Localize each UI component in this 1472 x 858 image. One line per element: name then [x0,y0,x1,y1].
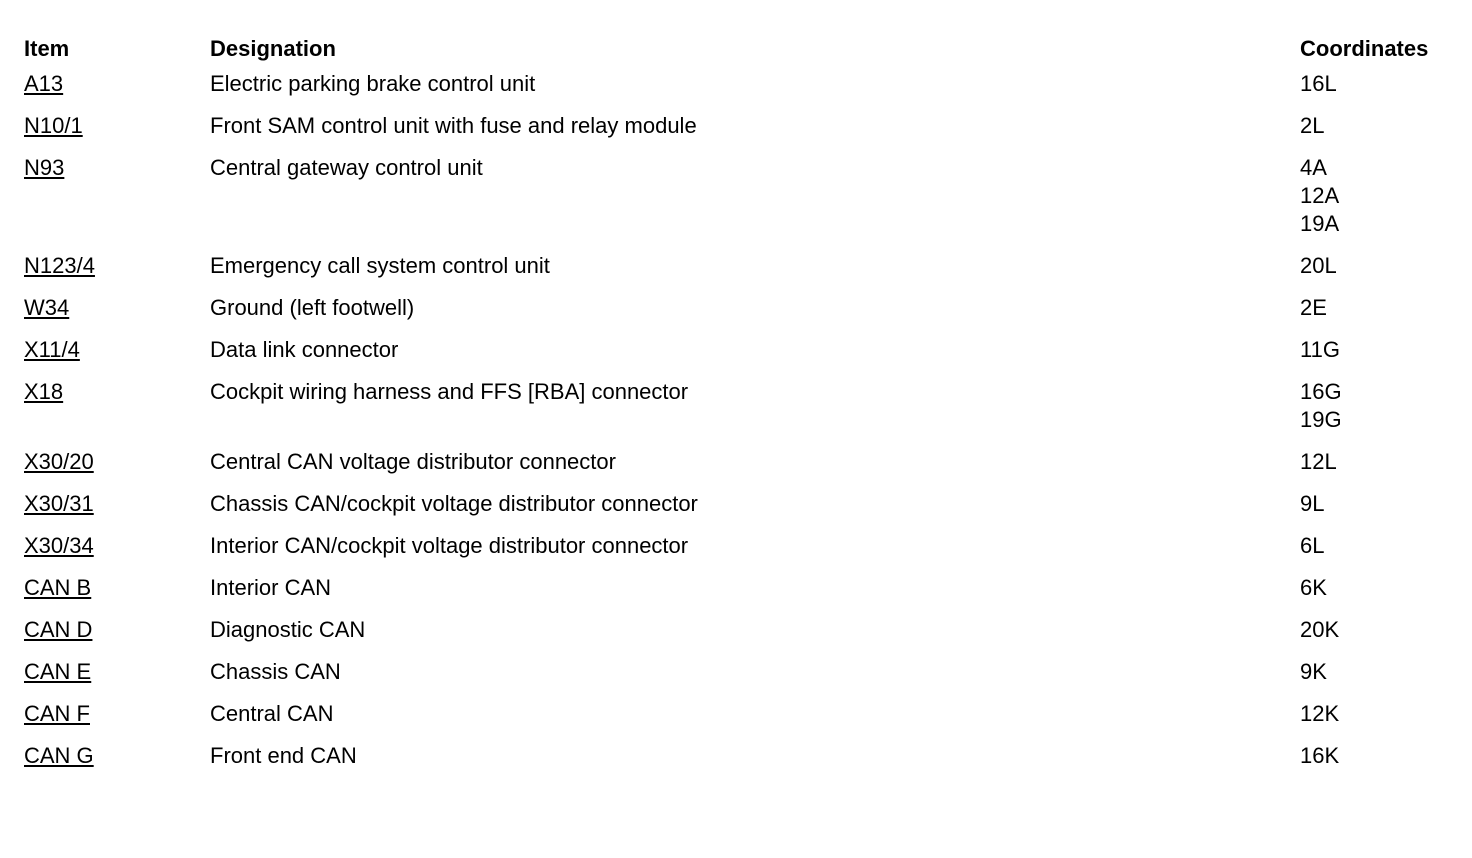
header-designation: Designation [210,36,336,61]
coordinates-cell [1300,70,1464,112]
coordinates-cell [1300,616,1464,658]
designation-cell: Central CAN voltage distributor connector [210,449,616,474]
table-row [24,112,1464,154]
item-link[interactable]: N93 [24,155,65,180]
designation-cell: Cockpit wiring harness and FFS [RBA] connector [210,379,689,404]
item-cell [24,658,210,700]
item-link[interactable]: CAN G [24,743,94,768]
coordinate-value: 12K [1300,701,1340,726]
item-link[interactable]: A13 [24,71,64,96]
item-link[interactable]: X30/34 [24,533,94,558]
header-coordinates: Coordinates [1300,36,1429,61]
coordinate-value: 20L [1300,253,1337,278]
table-header-row [24,36,1464,70]
item-link[interactable]: CAN F [24,701,90,726]
table-row [24,658,1464,700]
designation-cell: Interior CAN [210,575,332,600]
item-cell [24,742,210,784]
coordinate-value: 19A [1300,211,1340,236]
coordinates-cell [1300,252,1464,294]
table-row [24,378,1464,448]
coordinates-cell [1300,490,1464,532]
coordinate-value: 4A [1300,155,1327,180]
item-link[interactable]: CAN D [24,617,93,642]
coordinate-value: 16G [1300,379,1342,404]
item-cell [24,154,210,252]
designation-cell: Chassis CAN [210,659,341,684]
designation-cell: Front end CAN [210,743,357,768]
item-cell [24,574,210,616]
coordinates-cell [1300,154,1464,252]
designation-cell: Central CAN [210,701,334,726]
coordinates-cell [1300,294,1464,336]
coordinates-cell [1300,658,1464,700]
item-cell [24,490,210,532]
item-cell [24,532,210,574]
table-row [24,448,1464,490]
coordinates-cell [1300,448,1464,490]
item-link[interactable]: N10/1 [24,113,83,138]
item-link[interactable]: CAN E [24,659,92,684]
item-link[interactable]: X30/31 [24,491,94,516]
table-row [24,154,1464,252]
coordinates-cell [1300,700,1464,742]
component-legend-table [24,36,1464,784]
designation-cell: Front SAM control unit with fuse and relay module [210,113,697,138]
table-row [24,70,1464,112]
designation-cell: Emergency call system control unit [210,253,550,278]
table-row [24,574,1464,616]
item-link[interactable]: X11/4 [24,337,80,362]
item-cell [24,112,210,154]
item-cell [24,616,210,658]
item-cell [24,294,210,336]
table-row [24,490,1464,532]
designation-cell: Ground (left footwell) [210,295,415,320]
coordinate-value: 6L [1300,533,1325,558]
designation-cell: Data link connector [210,337,399,362]
coordinate-value: 9K [1300,659,1327,684]
item-cell [24,70,210,112]
table-body [24,70,1464,784]
item-cell [24,336,210,378]
table-row [24,700,1464,742]
coordinates-cell [1300,742,1464,784]
coordinate-value: 2E [1300,295,1327,320]
designation-cell: Central gateway control unit [210,155,483,180]
designation-cell: Diagnostic CAN [210,617,366,642]
table-row [24,532,1464,574]
coordinates-cell [1300,112,1464,154]
coordinate-value: 20K [1300,617,1340,642]
table-row [24,336,1464,378]
header-item: Item [24,36,70,61]
item-cell [24,252,210,294]
coordinates-cell [1300,532,1464,574]
designation-cell: Electric parking brake control unit [210,71,536,96]
table-row [24,742,1464,784]
table-row [24,294,1464,336]
designation-cell: Interior CAN/cockpit voltage distributor connector [210,533,689,558]
item-cell [24,700,210,742]
item-cell [24,448,210,490]
coordinate-value: 9L [1300,491,1325,516]
item-link[interactable]: CAN B [24,575,92,600]
designation-cell: Chassis CAN/cockpit voltage distributor connector [210,491,698,516]
item-cell [24,378,210,448]
coordinate-value: 19G [1300,407,1342,432]
coordinates-cell [1300,574,1464,616]
item-link[interactable]: X30/20 [24,449,94,474]
coordinate-value: 11G [1300,337,1340,362]
table-row [24,616,1464,658]
coordinate-value: 16K [1300,743,1340,768]
coordinate-value: 16L [1300,71,1337,96]
coordinate-value: 12A [1300,183,1340,208]
table-row [24,252,1464,294]
coordinates-cell [1300,378,1464,448]
item-link[interactable]: W34 [24,295,70,320]
coordinate-value: 6K [1300,575,1327,600]
coordinate-value: 12L [1300,449,1337,474]
item-link[interactable]: X18 [24,379,64,404]
coordinates-cell [1300,336,1464,378]
coordinate-value: 2L [1300,113,1325,138]
item-link[interactable]: N123/4 [24,253,95,278]
